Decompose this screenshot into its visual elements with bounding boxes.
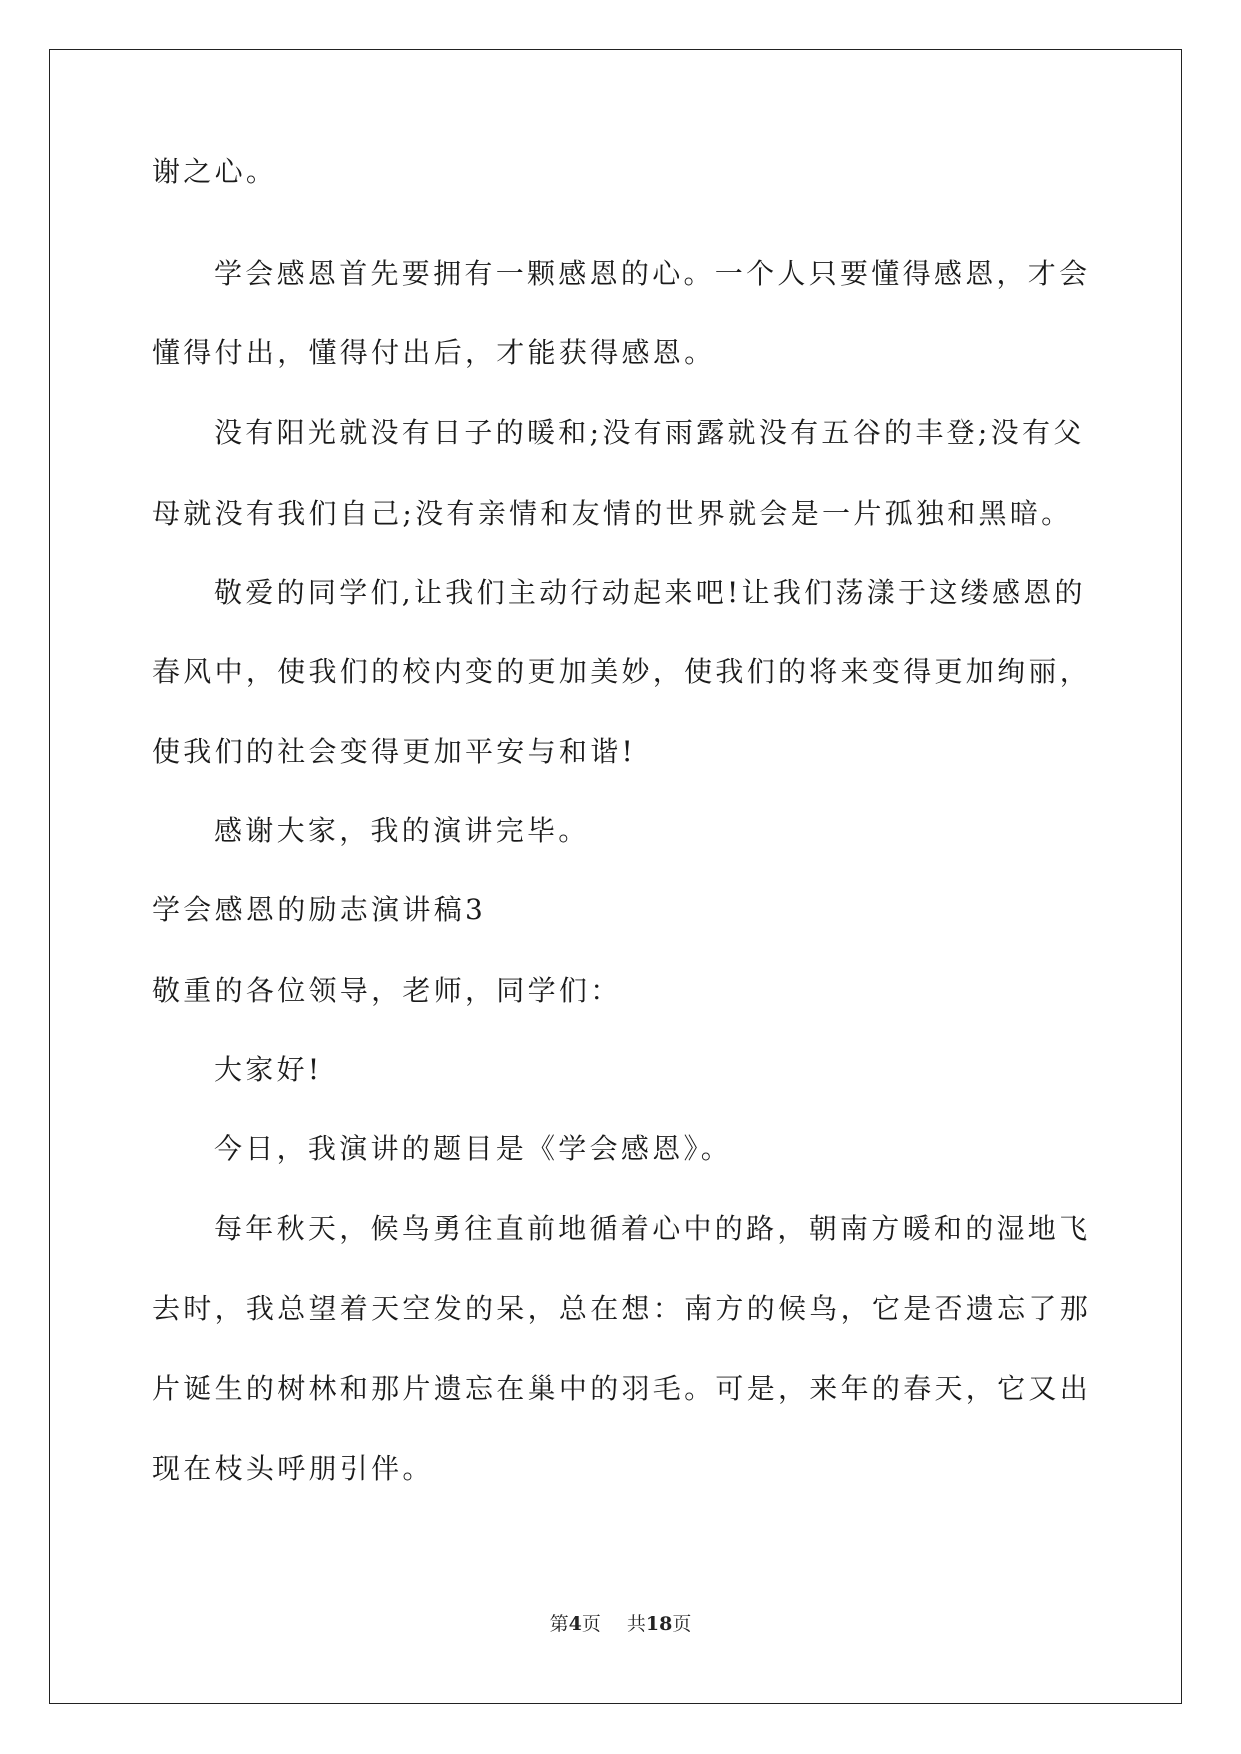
total-pages: 18 — [645, 1613, 673, 1635]
paragraph-line: 现在枝头呼朋引伴。 — [152, 1452, 434, 1485]
paragraph-line: 懂得付出，懂得付出后，才能获得感恩。 — [152, 336, 716, 369]
greeting: 大家好! — [214, 1053, 323, 1086]
paragraph-line: 去时，我总望着天空发的呆，总在想：南方的候鸟，它是否遗忘了那 — [152, 1292, 1092, 1325]
paragraph-line: 学会感恩首先要拥有一颗感恩的心。一个人只要懂得感恩，才会 — [214, 257, 1091, 290]
total-suffix: 页 — [672, 1613, 692, 1635]
paragraph-line: 敬爱的同学们,让我们主动行动起来吧!让我们荡漾于这缕感恩的 — [214, 576, 1086, 609]
section-title: 学会感恩的励志演讲稿3 — [152, 893, 487, 926]
paragraph-line: 每年秋天，候鸟勇往直前地循着心中的路，朝南方暖和的湿地飞 — [214, 1212, 1091, 1245]
paragraph-line: 春风中，使我们的校内变的更加美妙，使我们的将来变得更加绚丽， — [152, 655, 1092, 688]
paragraph-line: 今日，我演讲的题目是《学会感恩》。 — [214, 1132, 733, 1165]
page-suffix: 页 — [581, 1613, 601, 1635]
paragraph-line: 谢之心。 — [152, 155, 278, 188]
paragraph-line: 使我们的社会变得更加平安与和谐! — [152, 735, 637, 768]
page-number: 4 — [568, 1613, 582, 1635]
paragraph-line: 没有阳光就没有日子的暖和;没有雨露就没有五谷的丰登;没有父 — [214, 416, 1085, 449]
page-footer — [0, 1612, 1241, 1636]
salutation: 敬重的各位领导，老师，同学们： — [152, 974, 622, 1007]
total-prefix: 共 — [626, 1613, 646, 1635]
paragraph-line: 母就没有我们自己;没有亲情和友情的世界就会是一片孤独和黑暗。 — [152, 497, 1073, 530]
paragraph-line: 片诞生的树林和那片遗忘在巢中的羽毛。可是，来年的春天，它又出 — [152, 1372, 1092, 1405]
page-prefix: 第 — [549, 1613, 569, 1635]
paragraph-line: 感谢大家，我的演讲完毕。 — [214, 814, 590, 847]
